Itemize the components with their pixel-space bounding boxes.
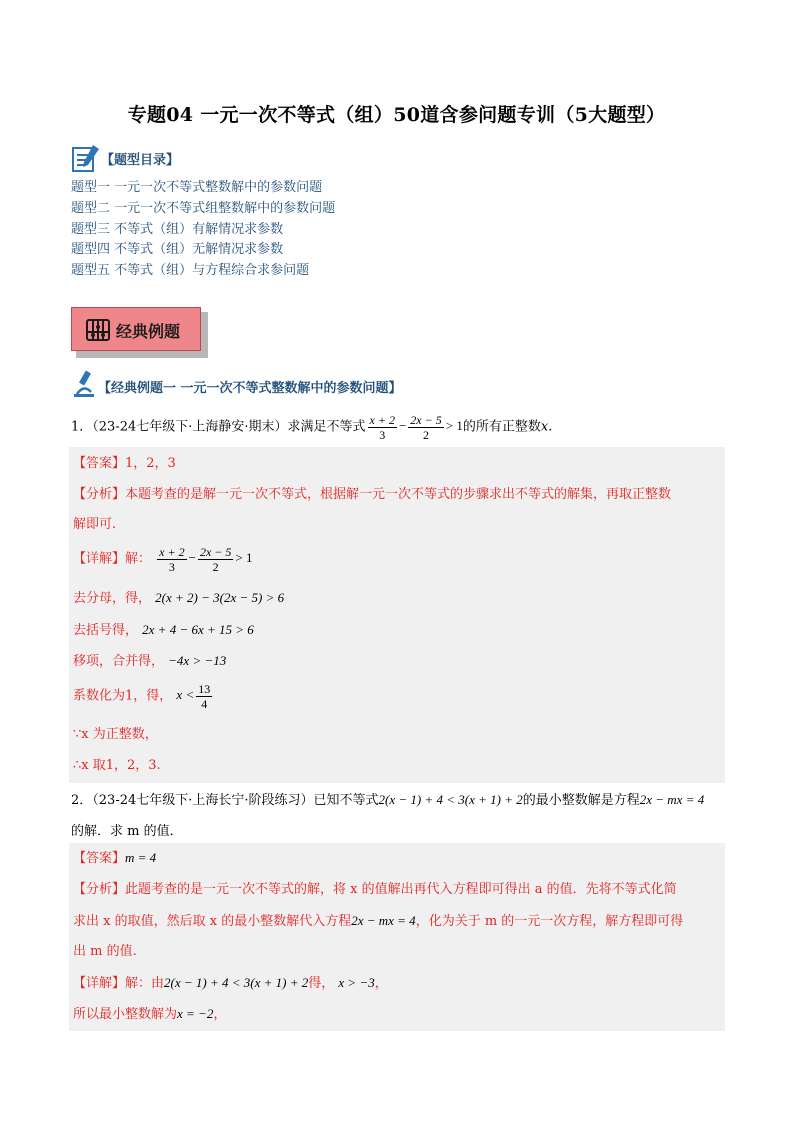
toc-heading: 【题型目录】: [101, 153, 180, 168]
q1-fraction-1: $\frac{x + 2}{3}$: [369, 413, 395, 442]
q1-end: .: [548, 419, 553, 435]
q2-line2: 的解．求 m 的值．: [71, 824, 183, 839]
step-row: ∵x 为正整数，: [73, 727, 158, 742]
banner-box: [71, 307, 201, 351]
q1-prefix: 1．（23-24七年级下·上海静安·期末）求满足不等式: [71, 419, 366, 435]
toc-list: [71, 178, 335, 282]
page-title: 专题04 一元一次不等式（组）50道含参问题专训（5大题型）: [127, 104, 666, 126]
answer-row: 【答案】1，2，3: [73, 456, 176, 471]
microscope-icon: [71, 370, 97, 398]
q1-fraction-2: $\frac{2x - 5}{2}$: [410, 413, 442, 442]
q1-minus: −: [398, 418, 407, 434]
q2-mid: 的最小整数解是方程: [522, 793, 640, 808]
toc-item[interactable]: 题型四 不等式（组）无解情况求参数: [71, 242, 284, 258]
abacus-icon: [85, 317, 111, 343]
analysis-row: 【分析】此题考查的是一元一次不等式的解，将 x 的值解出再代入方程即可得出 a 的值．先将不等式化简: [73, 882, 677, 897]
answer-block-2: [69, 843, 725, 1031]
step-row: 去括号得， 2x + 4 − 6x + 15 > 6: [73, 622, 254, 638]
step-row: 去分母，得， 2(x + 2) − 3(2x − 5) > 6: [73, 590, 285, 606]
analysis-row: 【分析】本题考查的是解一元一次不等式，根据解一元一次不等式的步骤求出不等式的解集，再取正整数: [73, 487, 672, 502]
step-row: ∴x 取1，2，3.: [73, 758, 161, 773]
answer-row: 【答案】m = 4: [73, 850, 157, 866]
toc-item[interactable]: 题型三 不等式（组）有解情况求参数: [71, 221, 284, 237]
banner-label: 经典例题: [116, 322, 181, 341]
q2-inequality: 2(x − 1) + 4 < 3(x + 1) + 2: [378, 792, 523, 807]
question-2: [71, 784, 727, 847]
step-row: 系数化为1，得， x < $\frac{13}{4}$: [73, 682, 211, 711]
q1-suffix: 的所有正整数: [462, 419, 541, 435]
notepad-pencil-icon: [71, 143, 101, 173]
step-row: 移项，合并得， −4x > −13: [73, 653, 227, 669]
toc-item[interactable]: 题型五 不等式（组）与方程综合求参问题: [71, 263, 310, 279]
q2-prefix: 2．（23-24七年级下·上海长宁·阶段练习）已知不等式: [71, 793, 379, 808]
q1-var: x: [540, 419, 549, 435]
answer-block-1: [69, 447, 725, 783]
analysis-row-2: 求出 x 的取值，然后取 x 的最小整数解代入方程2x − mx = 4，化为关于 m 的一元一次方程，解方程即可得: [73, 913, 684, 929]
detail-row-2: 所以最小整数解为x = −2，: [73, 1006, 227, 1022]
detail-row: 【详解】解： $\frac{x + 2}{3}$ − $\frac{2x - 5}{2}$ > 1: [73, 545, 253, 574]
section-banner: [71, 307, 209, 359]
detail-row: 【详解】解：由2(x − 1) + 4 < 3(x + 1) + 2得， x > −3，: [73, 975, 388, 991]
q1-rhs: > 1: [445, 418, 463, 434]
toc-item[interactable]: 题型二 一元一次不等式组整数解中的参数问题: [71, 200, 336, 216]
analysis-row-2: 解即可.: [73, 517, 117, 532]
example-heading: 【经典例题一 一元一次不等式整数解中的参数问题】: [98, 381, 402, 396]
q2-equation: 2x − mx = 4: [639, 792, 705, 807]
analysis-row-3: 出 m 的值.: [73, 944, 137, 959]
toc-item[interactable]: 题型一 一元一次不等式整数解中的参数问题: [71, 180, 323, 195]
question-1: [71, 413, 727, 442]
